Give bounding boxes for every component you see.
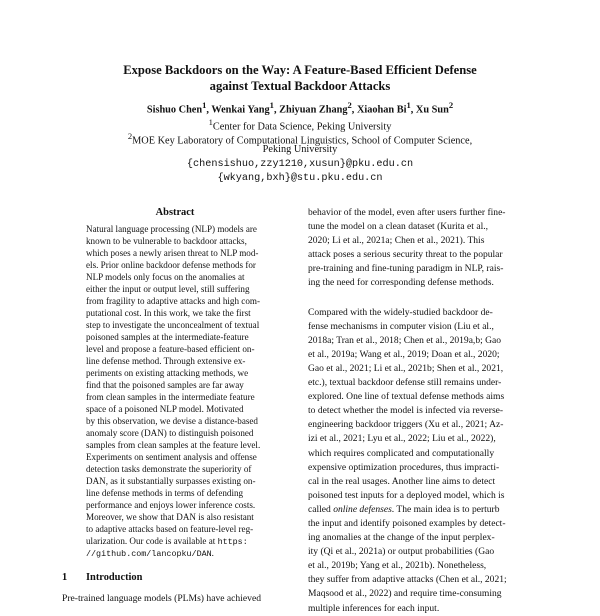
- author-name: Sishuo Chen: [146, 104, 203, 116]
- email-line[interactable]: {wkyang,bxh}@stu.pku.edu.cn: [217, 173, 383, 184]
- body-line: ity (Qi et al., 2021a) or output probabilities (Gao: [308, 546, 495, 558]
- body-line: explored. One line of textual defense methods aims: [308, 391, 505, 403]
- abstract-line: to adaptive attacks based on feature-level reg-: [86, 524, 254, 534]
- abstract-line-with-link: [86, 535, 264, 547]
- abstract-line: periments on existing attacking methods, we: [86, 368, 249, 378]
- body-line: Maqsood et al., 2022) and require time-consuming: [308, 588, 502, 600]
- abstract-line: DAN, as it substantially surpasses existing on-: [86, 476, 256, 486]
- abstract-line: performance and enjoys lower inference costs.: [86, 500, 256, 510]
- abstract-line: by this observation, we devise a distance-based: [86, 416, 258, 426]
- paper-title: [40, 62, 560, 94]
- author-affil-mark: 2: [347, 100, 352, 110]
- abstract-line: Experiments on sentiment analysis and offense: [86, 452, 257, 462]
- code-link-part-1[interactable]: https:: [217, 537, 248, 547]
- abstract-line: line defense methods in terms of defending: [86, 488, 244, 498]
- body-line: fense mechanisms in computer vision (Liu et al.,: [308, 320, 494, 332]
- emphasis-term: online defenses: [333, 503, 392, 515]
- author-name: Xiaohan Bi: [356, 104, 407, 116]
- right-column: [308, 206, 546, 616]
- abstract-line: poisoned samples at the intermediate-feature: [86, 332, 249, 342]
- body-text: called: [308, 503, 334, 515]
- body-line: izi et al., 2021; Lyu et al., 2022; Liu et al., 2022),: [308, 433, 496, 445]
- abstract-line: Moreover, we show that DAN is also resistant: [86, 512, 254, 522]
- body-line: pre-training and fine-tuning paradigm in NLP, rais-: [308, 263, 504, 275]
- body-line: ing the need for corresponding defense methods.: [308, 277, 494, 289]
- body-line: 2020; Li et al., 2021a; Chen et al., 2021). This: [308, 235, 485, 247]
- author-list: Sishuo Chen$^1$, Wenkai Yang$^1$, Zhiyuan Zhang$^2$, Xiaohan Bi$^1$, Xu Sun$^2$: [146, 100, 454, 116]
- abstract-body: [86, 223, 264, 559]
- abstract-line: space of a poisoned NLP model. Motivated: [86, 404, 244, 414]
- abstract-line: which poses a newly arisen threat to NLP mod-: [86, 248, 259, 258]
- body-line-emphasis: [308, 503, 546, 517]
- body-line: multiple inferences for each input.: [308, 602, 440, 614]
- abstract-line-text: ularization. Our code is available at: [86, 536, 218, 546]
- body-line: Compared with the widely-studied backdoor de-: [308, 306, 493, 318]
- abstract-line: line defense method. Through extensive ex-: [86, 356, 246, 366]
- abstract-line: Natural language processing (NLP) models are: [86, 224, 257, 234]
- abstract-line-link: [86, 547, 264, 559]
- abstract-line: from fragility to adaptive attacks and high com-: [86, 296, 260, 306]
- author-name: Zhiyuan Zhang: [279, 104, 348, 116]
- section-heading-introduction: [62, 572, 142, 583]
- body-line: engineering backdoor triggers (Xu et al., 2021; Az-: [308, 419, 504, 431]
- body-text: . The main idea is to perturb: [391, 503, 500, 515]
- abstract-line: known to be vulnerable to backdoor attacks,: [86, 236, 247, 246]
- body-line: poisoned test inputs for a deployed model, which is: [308, 489, 505, 501]
- body-line: to detect whether the model is infected via reverse-: [308, 405, 504, 417]
- body-line: etc.), textual backdoor defense still remains under-: [308, 377, 502, 389]
- body-line: ing anomalies at the change of the input perplex-: [308, 532, 495, 544]
- body-line: Gao et al., 2021; Li et al., 2021b; Shen et al., 2021,: [308, 362, 504, 374]
- affiliation-2-continued: Peking University: [262, 144, 338, 155]
- abstract-line: NLP models only focus on the anomalies at: [86, 272, 245, 282]
- abstract-line: els. Prior online backdoor defense methods for: [86, 260, 256, 270]
- abstract-line: find that the poisoned samples are far away: [86, 380, 244, 390]
- affil-mark: 2: [127, 131, 133, 141]
- code-link-part-2[interactable]: //github.com/lancopku/DAN: [86, 549, 212, 559]
- abstract-line: anomaly score (DAN) to distinguish poisoned: [86, 428, 254, 438]
- body-line: which requires complicated and computationally: [308, 447, 495, 459]
- introduction-first-line: Pre-trained language models (PLMs) have achieved: [62, 593, 262, 604]
- abstract-line: putational cost. In this work, we take the first: [86, 308, 251, 318]
- affil-mark: 1: [208, 117, 213, 127]
- paragraph-gap: [308, 291, 546, 306]
- author-name: Wenkai Yang: [211, 104, 270, 116]
- abstract-line: either the input or output level, still suffering: [86, 284, 250, 294]
- author-affil-mark: 1: [269, 100, 274, 110]
- abstract-heading: Abstract: [155, 207, 195, 218]
- body-line: the input and identify poisoned examples by detect-: [308, 517, 506, 529]
- body-line: tune the model on a clean dataset (Kurita et al.,: [308, 221, 488, 233]
- author-name: Xu Sun: [415, 104, 449, 116]
- author-affil-mark: 1: [406, 100, 411, 110]
- body-line: attack poses a serious security threat to the popular: [308, 249, 503, 261]
- body-line: behavior of the model, even after users further fine-: [308, 207, 506, 218]
- author-affil-mark: 2: [448, 100, 454, 110]
- paper-title-line: against Textual Backdoor Attacks: [209, 79, 391, 93]
- body-line: 2018a; Tran et al., 2018; Chen et al., 2019a,b; Gao: [308, 334, 502, 346]
- affil-text: Center for Data Science, Peking University: [212, 121, 392, 133]
- body-line: they suffer from adaptive attacks (Chen et al., 2021;: [308, 574, 507, 586]
- body-line: cal in the real usages. Another line aims to detect: [308, 475, 496, 487]
- abstract-line: from clean samples in the intermediate feature: [86, 392, 255, 402]
- abstract-line-end: .: [211, 548, 214, 558]
- body-line: et al., 2019b; Yang et al., 2021b). Nonetheless,: [308, 560, 487, 572]
- abstract-line: detection tasks demonstrate the superiority of: [86, 464, 252, 474]
- affil-text: MOE Key Laboratory of Computational Linguistics, School of Computer Science,: [132, 135, 473, 147]
- body-line: et al., 2019a; Wang et al., 2019; Doan et al., 2020;: [308, 348, 500, 360]
- section-title: Introduction: [86, 572, 143, 583]
- body-line: expensive optimization procedures, thus impracti-: [308, 461, 500, 473]
- section-number: 1: [62, 572, 68, 583]
- author-affil-mark: 1: [202, 100, 207, 110]
- paper-title-line: Expose Backdoors on the Way: A Feature-Based Efficient Defense: [123, 63, 477, 77]
- abstract-line: step to investigate the unconcealment of textual: [86, 320, 260, 330]
- email-line[interactable]: {chensishuo,zzy1210,xusun}@pku.edu.cn: [186, 159, 414, 170]
- abstract-line: level and propose a feature-based efficient on-: [86, 344, 255, 354]
- abstract-line: samples from clean samples at the feature level.: [86, 440, 261, 450]
